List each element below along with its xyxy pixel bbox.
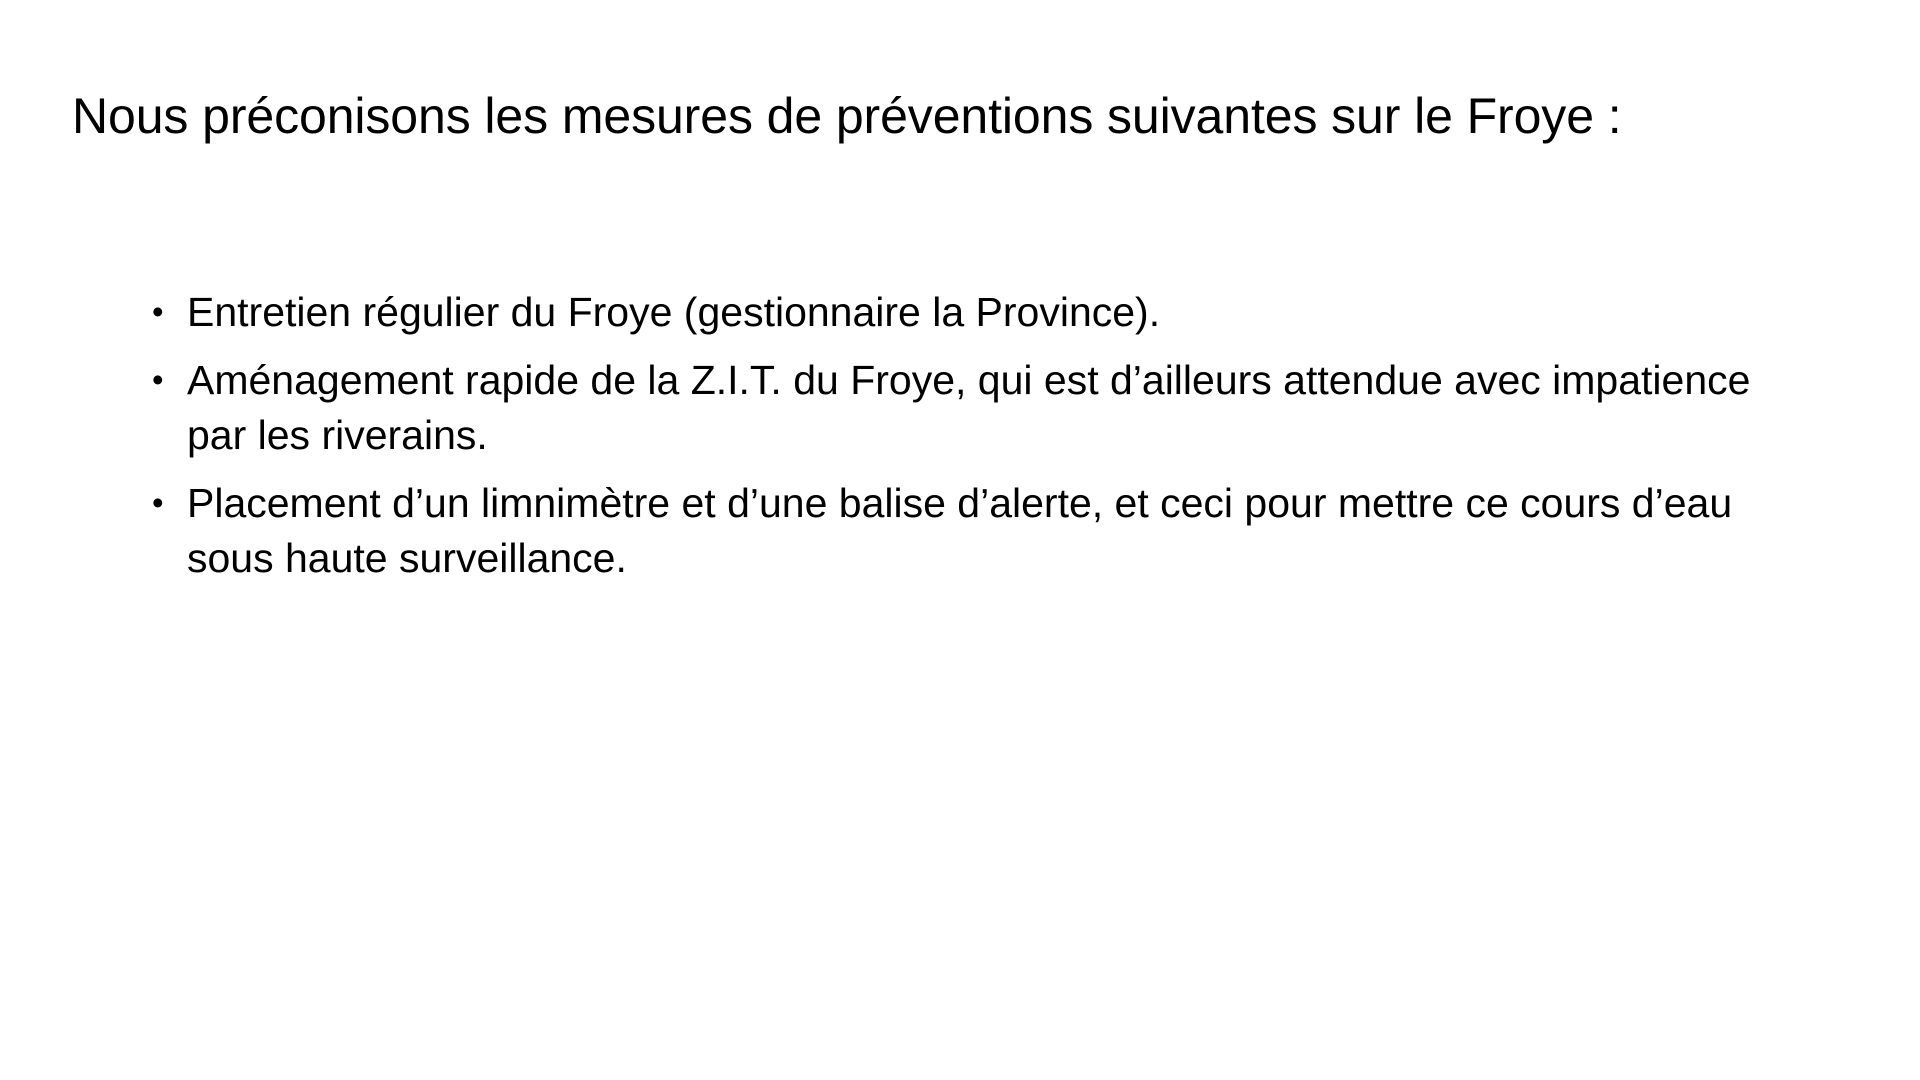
list-item-text: Placement d’un limnimètre et d’une balise d’alerte, et ceci pour mettre ce cours d’eau sous haute surveillance. [187,479,1733,581]
bullet-point-icon: • [152,483,164,521]
list-item-text: Aménagement rapide de la Z.I.T. du Froye, qui est d’ailleurs attendue avec impatience par les riverains. [187,356,1751,458]
page-title: Nous préconisons les mesures de préventions suivantes sur le Froye : [72,88,1622,144]
list-item [142,353,1782,463]
bullet-list [142,285,1782,599]
bullet-point-icon: • [152,360,164,398]
list-item [142,285,1782,340]
bullet-point-icon: • [152,293,164,330]
list-item [142,476,1782,586]
list-item-text: Entretien régulier du Froye (gestionnaire la Province). [187,289,1161,335]
